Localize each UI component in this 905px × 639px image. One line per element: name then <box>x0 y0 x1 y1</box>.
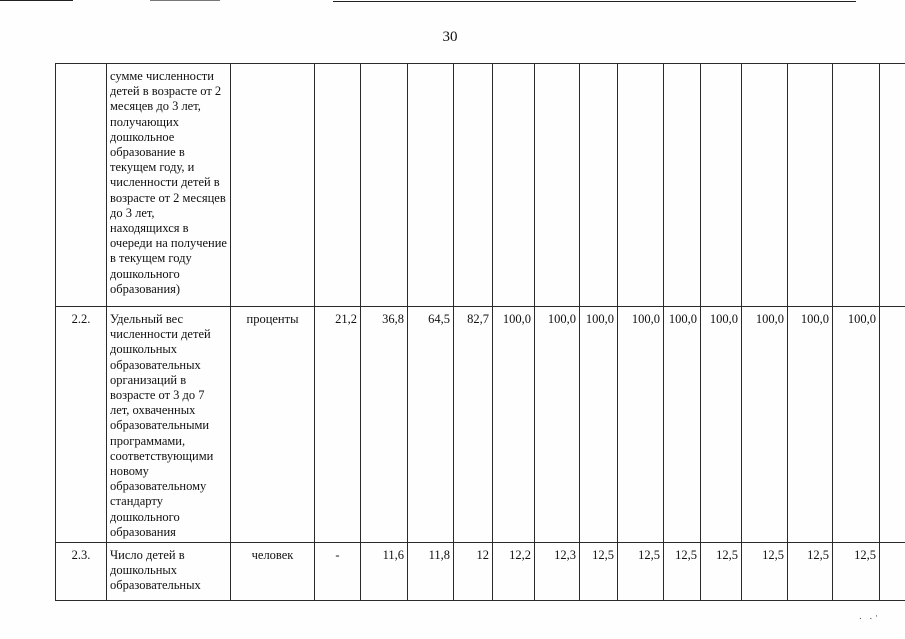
value-cell: 21,2 <box>315 307 361 543</box>
value-cell: 12,5 <box>580 543 618 601</box>
value-cell: 12,5 <box>788 543 833 601</box>
value-cell: 12,3 <box>535 543 580 601</box>
value-cell: 100,0 <box>493 307 535 543</box>
table-row <box>56 543 905 601</box>
value-cell <box>880 64 905 307</box>
indicator-description: Число детей в дошкольных образовательных <box>107 543 231 601</box>
value-cell: 100,0 <box>833 307 880 543</box>
row-number: 2.3. <box>56 543 107 601</box>
unit-cell: человек <box>231 543 315 601</box>
value-cell <box>408 64 454 307</box>
value-cell <box>618 64 664 307</box>
value-cell: 11,8 <box>408 543 454 601</box>
value-cell: 12,5 <box>618 543 664 601</box>
value-cell <box>315 64 361 307</box>
value-cell: 11,6 <box>361 543 408 601</box>
value-cell: - <box>315 543 361 601</box>
value-cell: 100,0 <box>664 307 701 543</box>
value-cell <box>880 307 905 543</box>
value-cell: 100,0 <box>701 307 742 543</box>
indicator-table <box>55 63 905 601</box>
value-cell: 100,0 <box>742 307 788 543</box>
value-cell: 64,5 <box>408 307 454 543</box>
unit-cell <box>231 64 315 307</box>
value-cell <box>664 64 701 307</box>
value-cell: 12,5 <box>664 543 701 601</box>
scan-rule-right <box>333 1 856 2</box>
value-cell: 100,0 <box>535 307 580 543</box>
unit-cell: проценты <box>231 307 315 543</box>
value-cell: 12,5 <box>701 543 742 601</box>
value-cell: 36,8 <box>361 307 408 543</box>
value-cell: 12 <box>454 543 493 601</box>
value-cell: 12,5 <box>833 543 880 601</box>
value-cell <box>454 64 493 307</box>
row-number: 2.2. <box>56 307 107 543</box>
row-number <box>56 64 107 307</box>
value-cell: 100,0 <box>788 307 833 543</box>
value-cell <box>701 64 742 307</box>
value-cell <box>880 543 905 601</box>
value-cell <box>361 64 408 307</box>
value-cell: 12,2 <box>493 543 535 601</box>
value-cell <box>580 64 618 307</box>
value-cell <box>742 64 788 307</box>
scan-rule-left <box>0 0 73 1</box>
indicator-description: Удельный вес численности детей дошкольных образовательных организаций в возрасте от 3 до 7 лет, охваченных образовательными программами, соответствующими новому образовательному стандарту дошкольного образования <box>107 307 231 543</box>
value-cell <box>833 64 880 307</box>
table-row <box>56 64 905 307</box>
value-cell: 82,7 <box>454 307 493 543</box>
value-cell: 100,0 <box>618 307 664 543</box>
page-number: 30 <box>442 29 458 45</box>
value-cell <box>788 64 833 307</box>
value-cell <box>535 64 580 307</box>
value-cell <box>493 64 535 307</box>
value-cell: 100,0 <box>580 307 618 543</box>
scan-specks: . .· <box>859 611 881 621</box>
table-row <box>56 307 905 543</box>
value-cell: 12,5 <box>742 543 788 601</box>
scan-rule-short <box>150 0 220 1</box>
indicator-description: сумме численности детей в возрасте от 2 месяцев до 3 лет, получающих дошкольное образование в текущем году, и численности детей в возрасте от 2 месяцев до 3 лет, находящихся в очереди на получение в текущем году дошкольного образования) <box>107 64 231 307</box>
